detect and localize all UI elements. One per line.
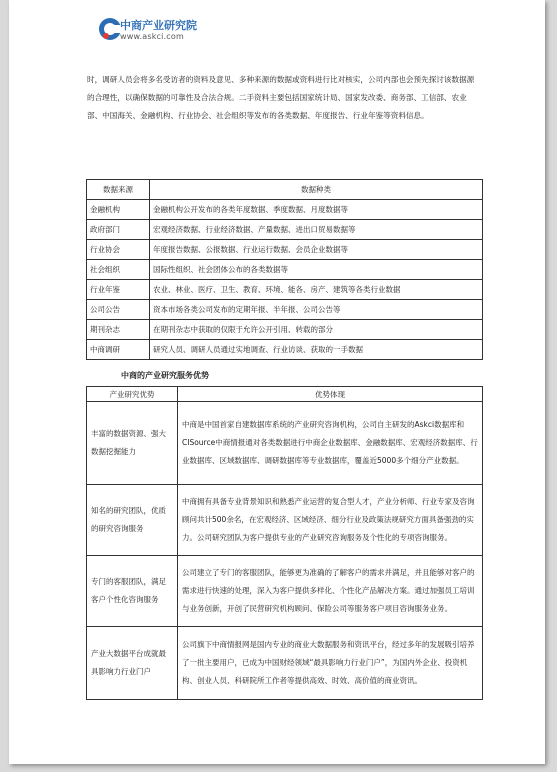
service-advantages-table — [86, 386, 483, 700]
type-cell: 农业、林业、医疗、卫生、教育、环境、能各、房产、建筑等各类行业数据 — [150, 280, 483, 300]
source-cell: 政府部门 — [87, 220, 150, 240]
section-title: 中商的产业研究服务优势 — [121, 371, 209, 380]
site-url: www.askci.com — [120, 32, 184, 41]
advantage-cell: 专门的客服团队，满足客户个性化咨询服务 — [87, 556, 178, 627]
advantage-cell: 产业大数据平台成就最具影响力行业门户 — [87, 627, 178, 700]
type-cell: 资本市场各类公司发布的定期年报、半年报、公司公告等 — [150, 300, 483, 320]
table-row — [87, 280, 483, 300]
table-row — [87, 627, 483, 700]
table-row — [87, 300, 483, 320]
type-cell: 国际性组织、社会团体公布的各类数据等 — [150, 260, 483, 280]
column-header: 数据种类 — [150, 180, 483, 200]
column-header: 产业研究优势 — [87, 387, 178, 402]
data-sources-table — [86, 179, 483, 360]
table-header-row — [87, 180, 483, 200]
source-cell: 中商调研 — [87, 340, 150, 360]
brand-name: 中商产业研究院 — [120, 19, 197, 32]
source-cell: 期刊杂志 — [87, 320, 150, 340]
table-row — [87, 485, 483, 556]
source-cell: 社会组织 — [87, 260, 150, 280]
table-row — [87, 200, 483, 220]
source-cell: 公司公告 — [87, 300, 150, 320]
column-header: 数据来源 — [87, 180, 150, 200]
table-header-row — [87, 387, 483, 402]
type-cell: 年度报告数据、公报数据、行业运行数据、会员企业数据等 — [150, 240, 483, 260]
advantage-cell: 丰富的数据资源、强大数据挖掘能力 — [87, 402, 178, 485]
advantage-cell: 知名的研究团队，优质的研究咨询服务 — [87, 485, 178, 556]
type-cell: 研究人员、调研人员通过实地调查、行业访谈、获取的一手数据 — [150, 340, 483, 360]
source-cell: 金融机构 — [87, 200, 150, 220]
table-row — [87, 402, 483, 485]
table-row — [87, 556, 483, 627]
table-row — [87, 220, 483, 240]
intro-paragraph: 时，调研人员会将多名受访者的资料及意见、多种来源的数据或资料进行比对核实，公司内部也会预先探讨该数据源的合理性，以确保数据的可靠性及合法合规。二手资料主要包括国家统计局、国家发改委、商务部、工信部、农业部、中国海关、金融机构、行业协会、社会组织等发布的各类数据、年度报告、行业年鉴等资料信息。 — [87, 75, 475, 120]
source-cell: 行业协会 — [87, 240, 150, 260]
type-cell: 宏观经济数据、行业经济数据、产量数据、进出口贸易数据等 — [150, 220, 483, 240]
description-cell: 中商是中国首家自建数据库系统的产业研究咨询机构，公司自主研发的Askci数据库和CISource中商情报通对各类数据进行中商企业数据库、金融数据库、宏观经济数据库、行业数据库、区域数据库、调研数据库等专业数据库，覆盖近5000多个细分产业数据。 — [178, 402, 483, 485]
description-cell: 中商拥有具备专业背景知识和熟悉产业运营的复合型人才，产业分析师、行业专家及咨询顾问共计500余名，在宏观经济、区域经济、细分行业及政策法规研究方面具备强劲的实力。公司研究团队为客户提供专业的产业研究咨询服务及个性化的专项咨询服务。 — [178, 485, 483, 556]
type-cell: 金融机构公开发布的各类年度数据、季度数据、月度数据等 — [150, 200, 483, 220]
description-cell: 公司旗下中商情报网是国内专业的商业大数据服务和资讯平台，经过多年的发展吸引培养了一批主要用户，已成为中国财经领域“最具影响力行业门户”，为国内外企业、投资机构、创业人员、科研院所工作者等提供高效、时效、高价值的商业资讯。 — [178, 627, 483, 700]
document-page — [9, 0, 545, 764]
column-header: 优势体现 — [178, 387, 483, 402]
type-cell: 在期刊杂志中获取的仅限于允许公开引用、转载的部分 — [150, 320, 483, 340]
description-cell: 公司建立了专门的客服团队，能够更为准确的了解客户的需求并满足，并且能够对客户的需求进行快速的处理，深入为客户提供多样化、个性化产品解决方案。通过加强员工培训与业务创新，开创了民营研究机构顾问、保险公司等服务客户项目咨询服务业务。 — [178, 556, 483, 627]
source-cell: 行业年鉴 — [87, 280, 150, 300]
table-row — [87, 340, 483, 360]
table-row — [87, 260, 483, 280]
table-row — [87, 320, 483, 340]
table-row — [87, 240, 483, 260]
